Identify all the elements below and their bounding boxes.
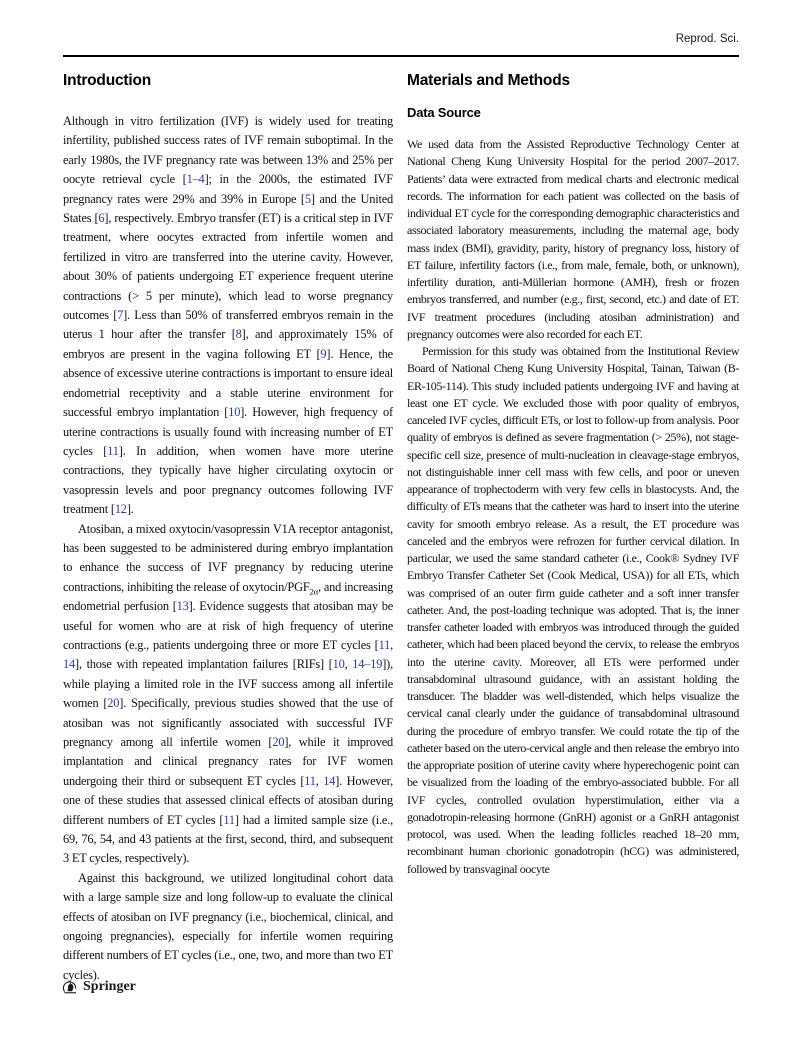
citation-link[interactable]: 13 — [176, 599, 189, 614]
section-heading-materials-and-methods: Materials and Methods — [407, 72, 570, 89]
subsection-heading-data-source: Data Source — [407, 105, 481, 120]
paragraph — [63, 520, 393, 869]
citation-link[interactable]: 14 — [323, 773, 336, 788]
paragraph — [63, 112, 393, 520]
text-run: ]), while playing a limited role in the IVF success among all infertile women [ — [63, 657, 393, 711]
text-run: We used data from the Assisted Reproductive Technology Center at National Cheng Kung University Hospital for the period 2007–2017. Patients’ data were extracted from medical charts and electronic medical records. The information for each patient was collected on the basis of individual ET cycle for the corresponding demographic characteristics and associated laboratory measurements, including the maternal age, body mass index (BMI), gravidity, parity, history of pregnancy loss, history of ET failure, infertility factors (i.e., from male, female, both, or unknown), infertility duration, anti-Müllerian hormone (AMH), fresh or frozen embryos transferred, and number (e.g., first, second, etc.) and date of ET. IVF treatment procedures (including atosiban administration) and pregnancy outcomes were also recorded for each ET. — [407, 137, 739, 341]
citation-link[interactable]: 14–19 — [352, 657, 383, 672]
citation-link[interactable]: 20 — [107, 696, 120, 711]
text-run: ] had a limited sample size (i.e., 69, 76, 54, and 43 patients at the first, second, third, and subsequent 3 ET cycles, respectively). — [63, 812, 393, 866]
introduction-paragraphs — [63, 112, 393, 985]
citation-link[interactable]: 14 — [63, 657, 75, 672]
methods-section — [407, 72, 739, 878]
paragraph — [407, 136, 739, 343]
citation-link[interactable]: 11 — [107, 443, 119, 458]
springer-wordmark: Springer — [83, 979, 136, 994]
introduction-section — [63, 72, 393, 985]
text-run: ]. — [126, 502, 134, 517]
citation-link[interactable]: 11 — [304, 773, 316, 788]
text-run: , — [344, 657, 353, 672]
section-heading-introduction: Introduction — [63, 72, 151, 89]
paragraph — [63, 869, 393, 985]
citation-link[interactable]: 7 — [117, 308, 124, 323]
text-run: , — [315, 773, 324, 788]
header-rule-divider — [63, 55, 739, 57]
text-run: ], those with repeated implantation failures [RIFs] [ — [75, 657, 333, 672]
citation-link[interactable]: 1–4 — [186, 172, 205, 187]
citation-link[interactable]: 10 — [228, 405, 241, 420]
citation-link[interactable]: 8 — [235, 327, 242, 342]
text-run: ]. However, high frequency of uterine contractions is usually found with increasing number of ET cycles [ — [63, 405, 393, 458]
citation-link[interactable]: 11 — [378, 637, 391, 652]
text-run: ], respectively. Embryo transfer (ET) is a critical step in IVF treatment, where oocytes extracted from infertile women and fertilized in vitro are transferred into the uterine cavity. However, about 30% of patients undergoing ET experience frequent uterine contractions (> 5 per minute), which lead to worse pregnancy outcomes [ — [63, 211, 393, 323]
citation-link[interactable]: 5 — [304, 191, 311, 206]
text-run: ]. In addition, when women have more uterine contractions, they typically have higher circulating oxytocin or vasopressin levels and poor pregnancy outcomes following IVF treatment [ — [63, 443, 393, 517]
text-run: , — [390, 637, 393, 652]
citation-link[interactable]: 11 — [223, 812, 235, 827]
text-run: Against this background, we utilized longitudinal cohort data with a large sample size and long follow-up to evaluate the clinical effects of atosiban on IVF pregnancy (i.e., biochemical, clinical, and ongoing pregnancies), especially for infertile women requiring different numbers of ET cycles (i.e., one, two, and more than two ET cycles). — [63, 870, 393, 982]
citation-link[interactable]: 6 — [98, 211, 105, 226]
paragraph — [407, 343, 739, 878]
text-run: Although in vitro fertilization (IVF) is widely used for treating infertility, published success rates of IVF remain suboptimal. In the early 1980s, the IVF pregnancy rate was between 13% and 25% per oocyte retrieval cycle [ — [63, 114, 393, 187]
text-run: ]. Less than 50% of transferred embryos remain in the uterus 1 hour after the transfer [ — [63, 308, 393, 342]
citation-link[interactable]: 12 — [114, 502, 127, 517]
citation-link[interactable]: 9 — [320, 346, 327, 361]
text-run: ], while it improved implantation and clinical pregnancy rates for IVF women undergoing their third or subsequent ET cycles [ — [63, 735, 393, 788]
subscript-text: 2α — [309, 586, 318, 597]
text-run: ], and approximately 15% of embryos are present in the vagina following ET [ — [63, 327, 393, 361]
text-run: Atosiban, a mixed oxytocin/vasopressin V1A receptor antagonist, has been suggested to be administered during embryo implantation to enhance the success of IVF pregnancy by reducing uterine contractions, inhibiting the release of oxytocin/PGF — [63, 521, 393, 594]
citation-link[interactable]: 20 — [272, 735, 285, 749]
text-run: ]. However, one of these studies that assessed clinical effects of atosiban during different numbers of ET cycles [ — [63, 773, 393, 827]
text-run: , and increasing endometrial perfusion [ — [63, 579, 393, 614]
journal-header: Reprod. Sci. — [675, 33, 739, 45]
springer-horse-icon — [62, 979, 78, 995]
text-run: ]; in the 2000s, the estimated IVF pregnancy rates were 29% and 39% in Europe [ — [63, 172, 393, 206]
text-run: ]. Evidence suggests that atosiban may be useful for women who are at risk of high frequency of uterine contractions (e.g., patients undergoing three or more ET cycles [ — [63, 599, 393, 652]
text-run: ]. Specifically, previous studies showed that the use of atosiban was not significantly associated with successful IVF pregnancy among all infertile women [ — [63, 696, 393, 749]
citation-link[interactable]: 10 — [332, 657, 345, 672]
text-run: ] and the United States [ — [63, 191, 393, 226]
data-source-paragraphs — [407, 136, 739, 878]
text-run: ]. Hence, the absence of excessive uterine contractions is important to ensure ideal endometrial receptivity and a stable uterine environment for successful embryo implantation [ — [63, 346, 393, 420]
springer-logo — [62, 979, 136, 995]
text-run: Permission for this study was obtained from the Institutional Review Board of National Cheng Kung University Hospital, Tainan, Taiwan (B-ER-105-114). This study included patients undergoing IVF and having at least one ET cycle. We excluded those with poor quality of embryos, canceled IVF cycles, difficult ETs, or lost to follow-up from analysis. Poor quality of embryos is defined as severe fragmentation (> 25%), not stage-specific cell size, presence of multi-nucleation in cleavage-stage embryos, not distinguishable inner cell mass with few cells, and poor or uneven appearance of trophectoderm with very few cells in blastocysts. And, the difficulty of ETs means that the catheter was hard to insert into the uterine cavity for smooth embryo release. As a result, the ET procedure was canceled and the embryos were refrozen for further cervical dilation. In particular, we used the same standard catheter (i.e., Cook® Sydney IVF Embryo Transfer Catheter Set (Cook Medical, USA)) for all ETs, which was comprised of an outer firm guide catheter and a soft inner transfer catheter. And, the post-loading technique was adopted. That is, the inner transfer catheter loaded with embryos was introduced through the guided catheter, which had been placed beyond the cervix, to release the embryos into the uterine cavity. Moreover, all ETs were performed under transabdominal ultrasound guidance, with an assistant holding the transducer. The bladder was well-distended, which helps visualize the cervical canal clearly under the guidance of transabdominal ultrasound during the procedure of embryo transfer. We could rotate the tip of the catheter based on the utero-cervical angle and then release the embryo into the appropriate position of uterine cavity where hyperechogenic point can be visualized from the loading of the embryo-associated bubble. For all IVF cycles, controlled ovulation hyperstimulation, either via a gonadotropin-releasing hormone (GnRH) agonist or a GnRH antagonist protocol, was used. When the leading follicles reached 18–20 mm, recombinant human chorionic gonadotropin (hCG) was administered, followed by transvaginal oocyte — [407, 344, 739, 876]
